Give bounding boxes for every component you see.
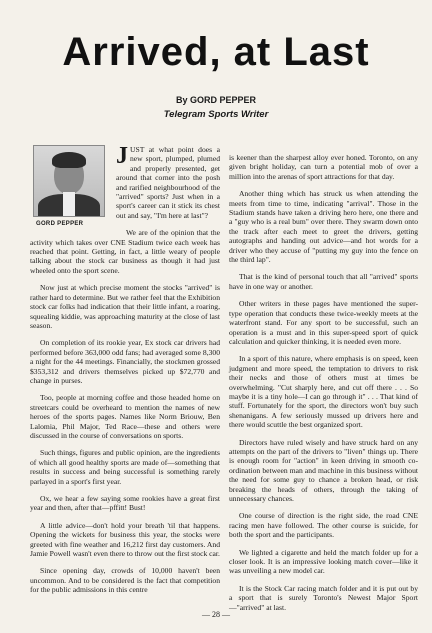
paragraph: One course of direction is the right side, the road CNE racing men have followed. The other course is suicide, for both the sport and the participants. bbox=[229, 511, 418, 540]
paragraph: That is the kind of personal touch that all "arrived" sports have in one way or another. bbox=[229, 272, 418, 291]
right-column bbox=[229, 153, 418, 620]
drop-cap: J bbox=[116, 143, 128, 169]
paragraph: A little advice—don't hold your breath 'til that happens. Opening the wickets for business this year, the stocks were greeted with fine weather and 16,212 first day customers. And Jamie Powell wasn't even there to throw out the first stock car. bbox=[30, 520, 220, 559]
paragraph: Now just at which precise moment the stocks "arrived" is rather hard to determine. But we rather feel that the Exhibition stock car folks had indication that their little infant, a roaring, squealing kiddie, was approaching maturity at the close of last season. bbox=[30, 283, 220, 330]
paragraph: Such things, figures and public opinion, are the ingredients of which all good healthy sports are made of—something that results in success and being successful is something rarely parlayed in a sport's first year. bbox=[30, 448, 220, 486]
paragraph: Other writers in these pages have mentioned the super-type operation that conducts these twice-weekly meets at the waterfront stand. For any sport to be successful, such an operation is a must and in this super-speed sport of quick calculation and quicker thinking, it is needed even more. bbox=[229, 299, 418, 346]
page-number: — 28 — bbox=[202, 610, 230, 619]
photo-caption: GORD PEPPER bbox=[36, 221, 84, 227]
paragraph: Too, people at morning coffee and those headed home on streetcars could be overheard to mention the names of new heroes of the sports pages. Names like Norm Briouw, Ben Lalomia, Phil Major, Ted Race—these and others were discussed in the course of conversations on sports. bbox=[30, 393, 220, 440]
byline: By GORD PEPPER bbox=[175, 95, 257, 105]
photo-shirt bbox=[63, 192, 75, 216]
paragraph: is keener than the sharpest alloy ever honed. Toronto, on any given bright holiday, can turn a potential mob of over a million into the arenas of sport attractions for that day. bbox=[229, 153, 418, 181]
paragraph: Directors have ruled wisely and have struck hard on any attempts on the part of the drivers to "liven" things up. There is enough room for "action" in keen driving in smooth co-ordination between man and machine in this business without the need for some guy to chance a broken head, or risk breaking the heads of others, through the taking of unnecessary chances. bbox=[229, 437, 418, 503]
paragraph-text: UST at what point does a new sport, plumped, plumed and properly presented, get around that corner into the posh and rarified neighbourhood of the "arrived" sports? Just when in a sport's career can it stick its chest out and say, "I'm here at last"? bbox=[116, 145, 220, 220]
paragraph: Ox, we hear a few saying some rookies have a great first year and then, after that—pffitt! Bust! bbox=[30, 494, 220, 513]
article-title: Arrived, at Last bbox=[62, 30, 370, 74]
left-column bbox=[30, 145, 220, 603]
byline-affiliation: Telegram Sports Writer bbox=[163, 109, 269, 120]
author-photo bbox=[33, 145, 105, 217]
paragraph: We are of the opinion that the activity which takes over CNE Stadium twice each week has reached that point. Getting, in fact, a little weary of people talking about the stock car business as though it had just wheeled onto the sport scene. bbox=[30, 228, 220, 275]
paragraph: We lighted a cigarette and held the match folder up for a closer look. It is an impressive looking match cover—like it was unveiling a new model car. bbox=[229, 547, 418, 576]
paragraph: On completion of its rookie year, Ex stock car drivers had performed before 363,000 odd fans; had averaged some 8,300 a night for the 44 meetings. Financially, the stockmen grossed $353,312 and drivers themselves picked up $72,770 and change in purses. bbox=[30, 338, 220, 385]
photo-hair bbox=[52, 152, 86, 168]
paragraph: Another thing which has struck us when attending the meets from time to time, indicating "arrival". Those in the Stadium stands have taken a driving hero here, one there and a "guy who is a real bum" over there. They swarm down onto the track after each meet to greet the drivers, getting autographs and handing out advice—and hot words for a driver who they accuse of "putting my guy into the fence on the third lap". bbox=[229, 189, 418, 265]
paragraph: It is the Stock Car racing match folder and it is put out by a sport that is surely Toronto's Newest Major Sport—"arrived" at last. bbox=[229, 583, 418, 612]
author-photo-block bbox=[30, 145, 110, 229]
paragraph: In a sport of this nature, where emphasis is on speed, keen judgment and more speed, the temptation to drivers to risk their necks and those of others must at times be overwhelming. "Cut sharply here, and cut off there . . . So maybe it is a tiny hole—I can go through it" . . . That kind of stuff. Fortunately for the sport, the directors won't buy such shenanigans. A few seriously mussed up drivers here and there would scuttle the best organized sport. bbox=[229, 354, 418, 430]
paragraph: Since opening day, crowds of 10,000 haven't been uncommon. And to be considered is the fact that competition for the public admissions in this centre bbox=[30, 566, 220, 595]
